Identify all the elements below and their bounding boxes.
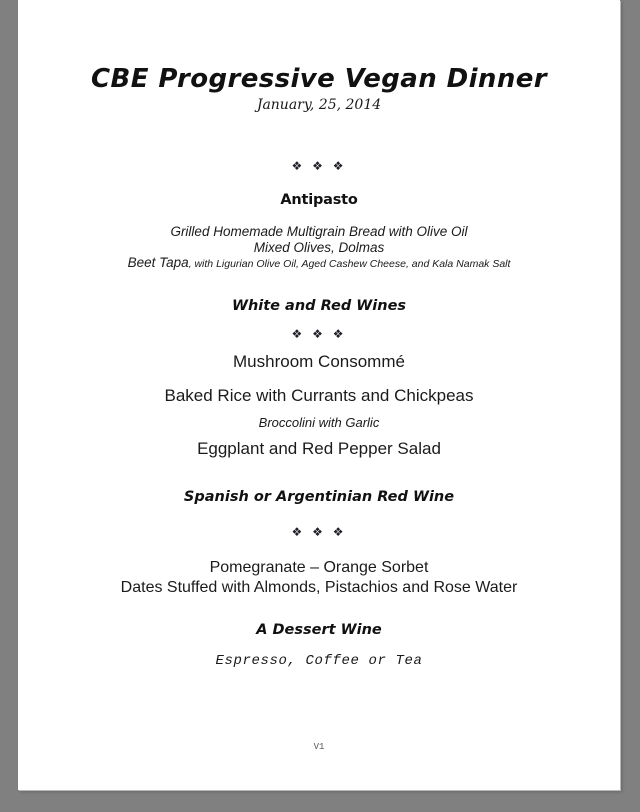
main-course-item: Baked Rice with Currants and Chickpeas — [164, 386, 474, 405]
dessert-item-list — [18, 558, 620, 598]
event-date: January, 25, 2014 — [256, 97, 382, 113]
antipasto-item: Grilled Homemade Multigrain Bread with Olive Oil — [170, 224, 468, 239]
menu-content — [18, 0, 620, 790]
antipasto-featured-name: Beet Tapa — [127, 255, 189, 270]
beverage-line: Espresso, Coffee or Tea — [215, 653, 423, 669]
antipasto-item: Mixed Olives, Dolmas — [253, 239, 385, 255]
antipasto-featured-description: , with Ligurian Olive Oil, Aged Cashew Cheese, and Kala Namak Salt — [188, 258, 511, 270]
page-title: CBE Progressive Vegan Dinner — [91, 64, 547, 94]
wine-pairing-main: Spanish or Argentinian Red Wine — [183, 489, 455, 505]
antipasto-item-featured — [18, 255, 620, 273]
diamond-ornament-divider: ❖ ❖ ❖ — [291, 327, 347, 341]
section-heading-antipasto: Antipasto — [280, 192, 358, 208]
main-course-item: Eggplant and Red Pepper Salad — [197, 439, 441, 458]
wine-pairing-dessert: A Dessert Wine — [256, 622, 382, 638]
footer-version-mark: V1 — [313, 742, 325, 752]
wine-pairing-antipasto: White and Red Wines — [231, 298, 407, 314]
diamond-ornament-divider: ❖ ❖ ❖ — [291, 159, 347, 173]
main-course-item: Mushroom Consommé — [233, 352, 405, 371]
main-course-item: Broccolini with Garlic — [258, 415, 380, 430]
diamond-ornament-divider: ❖ ❖ ❖ — [291, 525, 347, 539]
dessert-item: Dates Stuffed with Almonds, Pistachios and Rose Water — [120, 579, 518, 596]
dessert-item: Pomegranate – Orange Sorbet — [209, 559, 429, 576]
document-page — [18, 0, 620, 790]
antipasto-item-list — [18, 224, 620, 273]
